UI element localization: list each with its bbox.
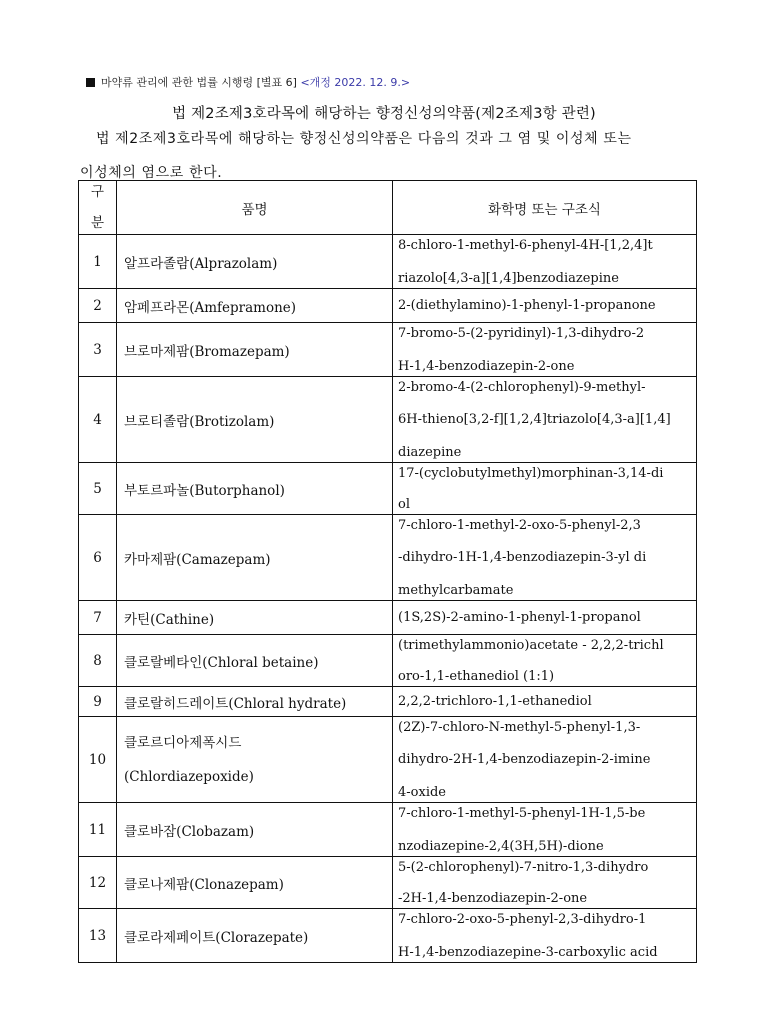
- header-gubun-top: 구: [90, 183, 105, 200]
- chemical-name-line: 2,2,2-trichloro-1,1-ethanediol: [398, 694, 592, 709]
- chemical-name: [393, 323, 697, 377]
- row-number: 8: [79, 635, 117, 687]
- substance-name-ko: 브로티졸람: [124, 413, 190, 430]
- substance-name-en: (Clobazam): [176, 823, 255, 840]
- substance-name: [117, 687, 393, 717]
- substance-name-en: (Clonazepam): [189, 876, 284, 893]
- row-number: 2: [79, 289, 117, 323]
- substance-name-ko: 카마제팜: [124, 551, 177, 568]
- chemical-name-line: 2-(diethylamino)-1-phenyl-1-propanone: [398, 298, 656, 313]
- row-number: 7: [79, 601, 117, 635]
- chemical-name-line: 8-chloro-1-methyl-6-phenyl-4H-[1,2,4]t: [398, 237, 653, 253]
- row-number: 12: [79, 857, 117, 909]
- row-number: 13: [79, 909, 117, 963]
- header-gubun-bottom: 분: [90, 214, 105, 231]
- substance-name: [117, 515, 393, 601]
- substance-name-en: (Cathine): [150, 611, 215, 628]
- table-row: [79, 717, 697, 803]
- intro-line-1: 법 제2조제3호라목에 해당하는 향정신성의약품은 다음의 것과 그 염 및 이성체 또는: [96, 131, 632, 147]
- chemical-name-line: dihydro-2H-1,4-benzodiazepin-2-imine: [398, 752, 651, 767]
- table-row: [79, 601, 697, 635]
- chemical-name-line: 7-chloro-1-methyl-2-oxo-5-phenyl-2,3: [398, 517, 641, 533]
- row-number: 1: [79, 235, 117, 289]
- table-body: [79, 235, 697, 963]
- law-reference-header: [86, 74, 410, 90]
- substance-name-en: (Chloral betaine): [202, 654, 319, 671]
- chemical-name: [393, 857, 697, 909]
- substance-name-ko: 브로마제팜: [124, 343, 190, 360]
- table-row: [79, 235, 697, 289]
- table-row: [79, 323, 697, 377]
- table-row: [79, 463, 697, 515]
- substance-name-ko: 클로르디아제폭시드: [124, 734, 242, 751]
- chemical-name: [393, 687, 697, 717]
- chemical-name-line: (2Z)-7-chloro-N-methyl-5-phenyl-1,3-: [398, 719, 641, 735]
- law-reference: 마약류 관리에 관한 법률 시행령 [별표 6]: [101, 76, 297, 89]
- substance-name-ko: 카틴: [124, 611, 151, 628]
- row-number: 3: [79, 323, 117, 377]
- square-bullet-icon: [86, 78, 95, 87]
- substance-name-en: (Clorazepate): [215, 929, 309, 946]
- chemical-name-line: 5-(2-chlorophenyl)-7-nitro-1,3-dihydro: [398, 859, 649, 875]
- substance-name-en: (Bromazepam): [189, 343, 290, 360]
- substance-name: [117, 909, 393, 963]
- row-number: 11: [79, 803, 117, 857]
- row-number: 9: [79, 687, 117, 717]
- substance-name-en: (Chlordiazepoxide): [124, 768, 254, 785]
- chemical-name: [393, 909, 697, 963]
- chemical-name: [393, 717, 697, 803]
- chemical-name-line: H-1,4-benzodiazepin-2-one: [398, 358, 575, 374]
- chemical-name: [393, 515, 697, 601]
- substance-name: [117, 601, 393, 635]
- chemical-name-line: riazolo[4,3-a][1,4]benzodiazepine: [398, 270, 619, 286]
- table-row: [79, 515, 697, 601]
- chemical-name-line: 4-oxide: [398, 784, 446, 800]
- substance-name: [117, 717, 393, 803]
- row-number: 6: [79, 515, 117, 601]
- substance-name-en: (Alprazolam): [189, 255, 278, 272]
- header-chem: 화학명 또는 구조식: [393, 181, 697, 235]
- table-row: [79, 635, 697, 687]
- chemical-name-line: 7-bromo-5-(2-pyridinyl)-1,3-dihydro-2: [398, 325, 645, 341]
- substance-name-ko: 클로랄베타인: [124, 654, 203, 671]
- substance-name-en: (Camazepam): [176, 551, 271, 568]
- chemical-name-line: 6H-thieno[3,2-f][1,2,4]triazolo[4,3-a][1,4]: [398, 412, 671, 427]
- table-header-row: [79, 181, 697, 235]
- row-number: 4: [79, 377, 117, 463]
- chemical-name: [393, 289, 697, 323]
- substance-name: [117, 235, 393, 289]
- substance-name-en: (Amfepramone): [189, 299, 297, 316]
- revision-date: <개정 2022. 12. 9.>: [300, 76, 411, 89]
- substance-name-en: (Butorphanol): [189, 482, 285, 499]
- chemical-name-line: diazepine: [398, 444, 462, 460]
- chemical-name: [393, 235, 697, 289]
- document-title: 법 제2조제3호라목에 해당하는 향정신성의약품(제2조제3항 관련): [172, 106, 596, 122]
- substance-name: [117, 635, 393, 687]
- substance-name-en: (Chloral hydrate): [228, 695, 347, 712]
- chemical-name-line: nzodiazepine-2,4(3H,5H)-dione: [398, 838, 604, 854]
- chemical-name-line: -2H-1,4-benzodiazepin-2-one: [398, 890, 588, 906]
- substance-name: [117, 857, 393, 909]
- substance-name: [117, 377, 393, 463]
- table-row: [79, 377, 697, 463]
- substance-name: [117, 803, 393, 857]
- table-row: [79, 687, 697, 717]
- chemical-name-line: 7-chloro-2-oxo-5-phenyl-2,3-dihydro-1: [398, 911, 647, 927]
- intro-line-2: 이성체의 염으로 한다.: [80, 165, 223, 181]
- substance-name: [117, 463, 393, 515]
- table-row: [79, 909, 697, 963]
- row-number: 5: [79, 463, 117, 515]
- chemical-name-line: methylcarbamate: [398, 582, 514, 598]
- substance-table: [78, 180, 697, 963]
- chemical-name-line: H-1,4-benzodiazepine-3-carboxylic acid: [398, 944, 658, 960]
- substance-name-ko: 클로나제팜: [124, 876, 190, 893]
- chemical-name-line: (1S,2S)-2-amino-1-phenyl-1-propanol: [398, 610, 641, 625]
- substance-name-ko: 클로바잠: [124, 823, 177, 840]
- table-row: [79, 803, 697, 857]
- chemical-name-line: 7-chloro-1-methyl-5-phenyl-1H-1,5-be: [398, 805, 646, 821]
- header-gubun: [79, 181, 117, 235]
- substance-name-ko: 부토르파놀: [124, 482, 190, 499]
- chemical-name-line: (trimethylammonio)acetate - 2,2,2-trichl: [398, 637, 664, 653]
- chemical-name: [393, 463, 697, 515]
- substance-name: [117, 323, 393, 377]
- substance-name-ko: 암페프라몬: [124, 299, 190, 316]
- substance-name: [117, 289, 393, 323]
- chemical-name: [393, 377, 697, 463]
- chemical-name: [393, 601, 697, 635]
- table-row: [79, 857, 697, 909]
- chemical-name-line: oro-1,1-ethanediol (1:1): [398, 668, 555, 684]
- header-name: 품명: [117, 181, 393, 235]
- substance-name-en: (Brotizolam): [189, 413, 275, 430]
- substance-name-ko: 클로라제페이트: [124, 929, 216, 946]
- table-row: [79, 289, 697, 323]
- chemical-name-line: 2-bromo-4-(2-chlorophenyl)-9-methyl-: [398, 379, 646, 395]
- substance-name-ko: 알프라졸람: [124, 255, 190, 272]
- chemical-name-line: 17-(cyclobutylmethyl)morphinan-3,14-di: [398, 465, 664, 481]
- substance-name-ko: 클로랄히드레이트: [124, 695, 229, 712]
- chemical-name-line: -dihydro-1H-1,4-benzodiazepin-3-yl di: [398, 550, 647, 565]
- chemical-name: [393, 635, 697, 687]
- chemical-name: [393, 803, 697, 857]
- row-number: 10: [79, 717, 117, 803]
- chemical-name-line: ol: [398, 496, 410, 512]
